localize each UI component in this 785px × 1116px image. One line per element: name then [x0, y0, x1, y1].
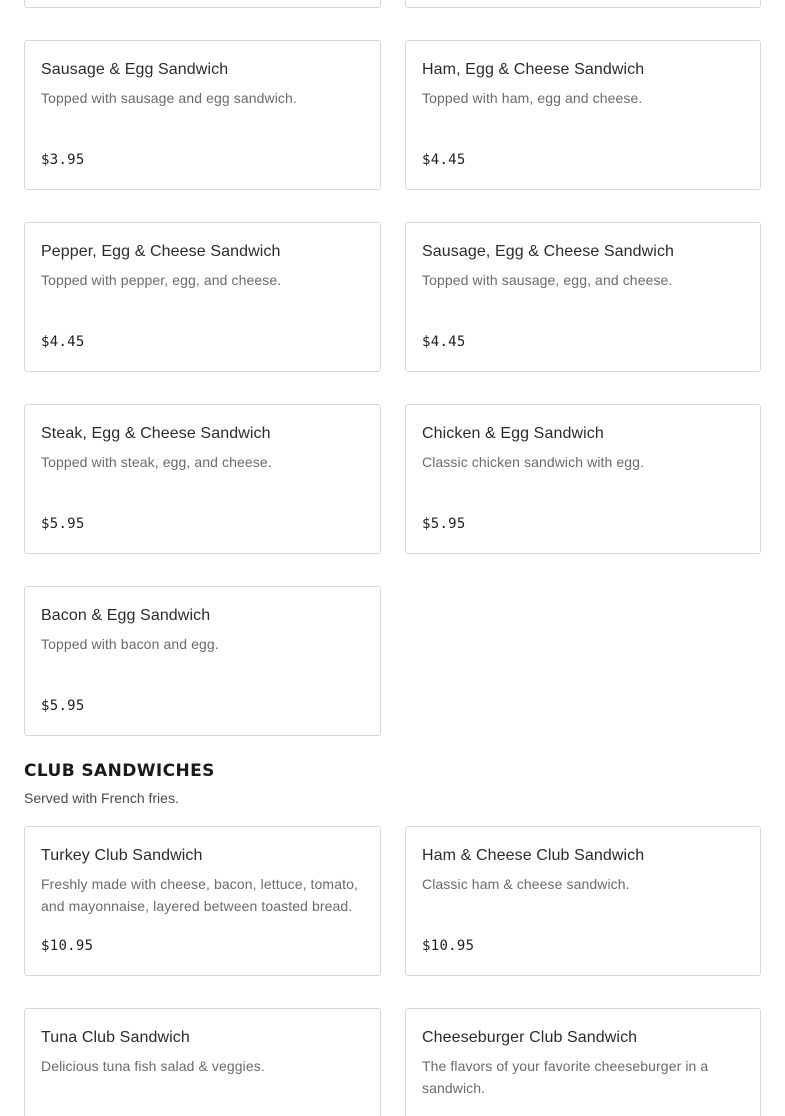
- menu-item-price: $10.95: [41, 938, 94, 954]
- menu-item-price: $5.95: [41, 516, 85, 532]
- menu-item-card[interactable]: [24, 40, 381, 190]
- menu-item-description: Topped with bacon and egg.: [41, 636, 219, 652]
- menu-item-card[interactable]: [405, 0, 761, 8]
- menu-item-price: $10.95: [422, 938, 475, 954]
- menu-item-price: $3.95: [41, 152, 85, 168]
- menu-item-card[interactable]: [405, 1008, 761, 1116]
- menu-item-description: Topped with pepper, egg, and cheese.: [41, 272, 282, 288]
- menu-item-name: Turkey Club Sandwich: [41, 847, 203, 864]
- menu-item-name: Sausage & Egg Sandwich: [41, 61, 229, 78]
- menu-item-card[interactable]: [24, 1008, 381, 1116]
- menu-item-card[interactable]: [24, 586, 381, 736]
- menu-item-card[interactable]: [24, 826, 381, 976]
- menu-item-card[interactable]: [405, 40, 761, 190]
- menu-item-description: Topped with sausage, egg, and cheese.: [422, 272, 673, 288]
- menu-item-description: Freshly made with cheese, bacon, lettuce, tomato, and mayonnaise, layered between toasted bread.: [41, 876, 358, 914]
- menu-item-card[interactable]: [24, 222, 381, 372]
- menu-item-card[interactable]: [405, 404, 761, 554]
- menu-item-name: Sausage, Egg & Cheese Sandwich: [422, 243, 675, 260]
- menu-item-description: Classic ham & cheese sandwich.: [422, 876, 630, 892]
- menu-item-name: Tuna Club Sandwich: [41, 1029, 190, 1046]
- menu-item-description: Topped with ham, egg and cheese.: [422, 90, 643, 106]
- menu-item-name: Pepper, Egg & Cheese Sandwich: [41, 243, 281, 260]
- menu-item-description: The flavors of your favorite cheeseburger in a sandwich.: [422, 1058, 709, 1096]
- menu-item-card[interactable]: [405, 826, 761, 976]
- menu-item-description: Topped with sausage and egg sandwich.: [41, 90, 297, 106]
- menu-item-name: Ham, Egg & Cheese Sandwich: [422, 61, 645, 78]
- menu-item-price: $4.45: [422, 152, 466, 168]
- menu-item-price: $5.95: [41, 698, 85, 714]
- menu-item-name: Chicken & Egg Sandwich: [422, 425, 604, 442]
- menu-item-name: Ham & Cheese Club Sandwich: [422, 847, 645, 864]
- menu-item-description: Topped with steak, egg, and cheese.: [41, 454, 272, 470]
- section-subtitle: Served with French fries.: [24, 790, 179, 806]
- menu-item-name: Cheeseburger Club Sandwich: [422, 1029, 638, 1046]
- menu-item-price: $4.45: [422, 334, 466, 350]
- menu-item-name: Steak, Egg & Cheese Sandwich: [41, 425, 271, 442]
- section-title: CLUB SANDWICHES: [24, 761, 215, 781]
- menu-item-name: Bacon & Egg Sandwich: [41, 607, 211, 624]
- menu-item-card[interactable]: [405, 222, 761, 372]
- menu-item-card[interactable]: [24, 0, 381, 8]
- menu-item-description: Classic chicken sandwich with egg.: [422, 454, 645, 470]
- menu-item-price: $4.45: [41, 334, 85, 350]
- menu-item-price: $5.95: [422, 516, 466, 532]
- menu-item-card[interactable]: [24, 404, 381, 554]
- menu-item-description: Delicious tuna fish salad & veggies.: [41, 1058, 265, 1074]
